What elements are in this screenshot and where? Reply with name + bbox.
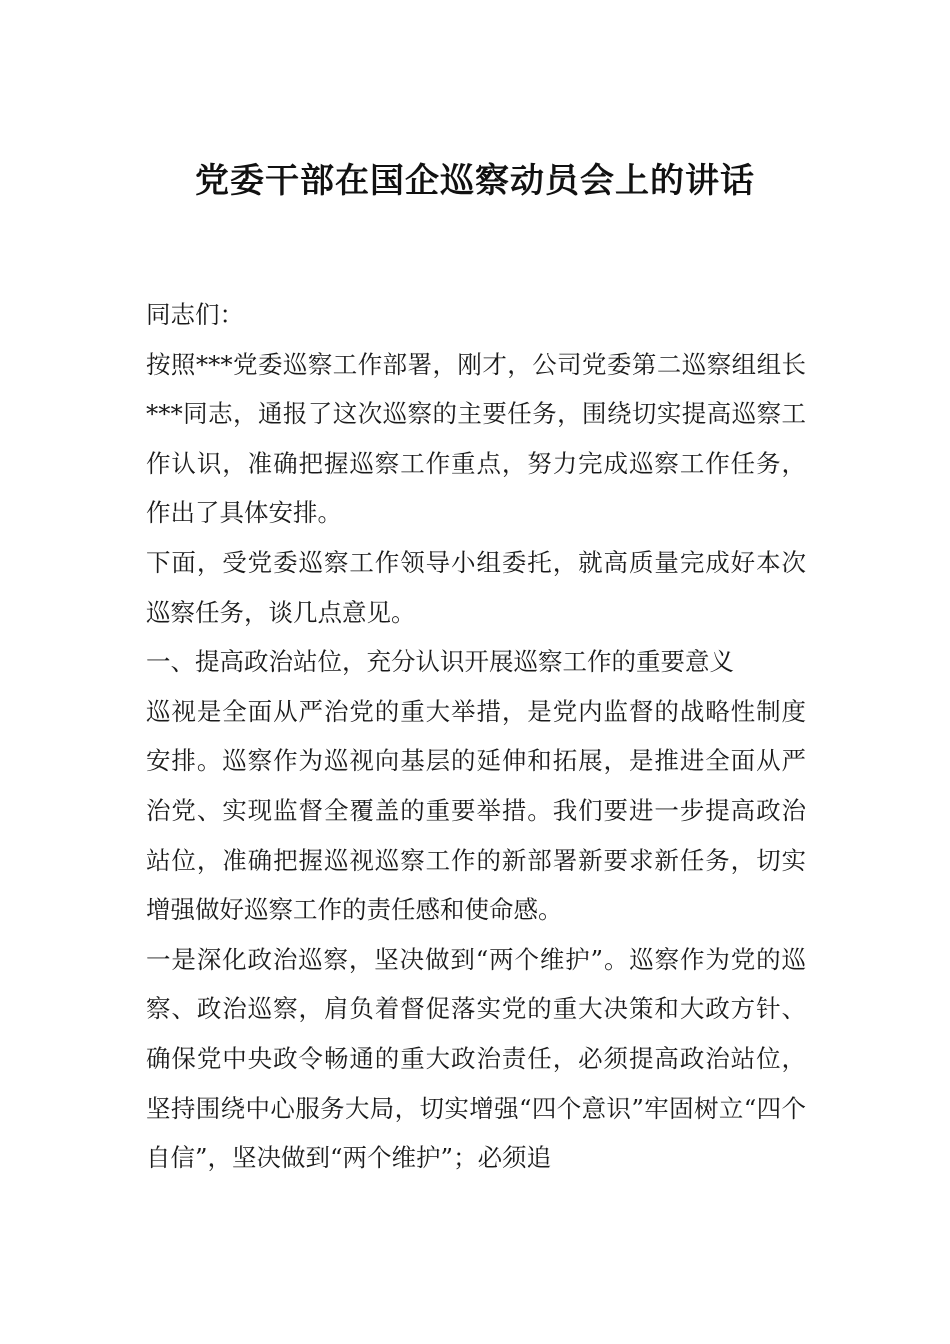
purpose-paragraph: 下面，受党委巡察工作领导小组委托，就高质量完成好本次巡察任务，谈几点意见。	[146, 547, 806, 627]
section-1-paragraph: 巡视是全面从严治党的重大举措，是党内监督的战略性制度安排。巡察作为巡视向基层的延伸和拓展，是推进全面从严治党、实现监督全覆盖的重要举措。我们要进一步提高政治站位，准确把握巡视巡察工作的新部署新要求新任务，切实增强做好巡察工作的责任感和使命感。	[146, 696, 806, 925]
section-heading-1: 一、提高政治站位，充分认识开展巡察工作的重要意义	[146, 647, 734, 677]
salutation-paragraph: 同志们：	[146, 300, 244, 329]
document-body	[146, 290, 806, 1183]
point-1-paragraph: 一是深化政治巡察，坚决做到“两个维护”。巡察作为党的巡察、政治巡察，肩负着督促落实党的重大决策和大政方针、确保党中央政令畅通的重大政治责任，必须提高政治站位，坚持围绕中心服务大局，切实增强“四个意识”牢固树立“四个自信”，坚决做到“两个维护”；必须追	[146, 944, 806, 1173]
document-title: 党委干部在国企巡察动员会上的讲话	[195, 161, 755, 201]
intro-paragraph: 按照***党委巡察工作部署，刚才，公司党委第二巡察组组长***同志，通报了这次巡察的主要任务，围绕切实提高巡察工作认识，准确把握巡察工作重点，努力完成巡察工作任务，作出了具体安排。	[146, 349, 806, 528]
